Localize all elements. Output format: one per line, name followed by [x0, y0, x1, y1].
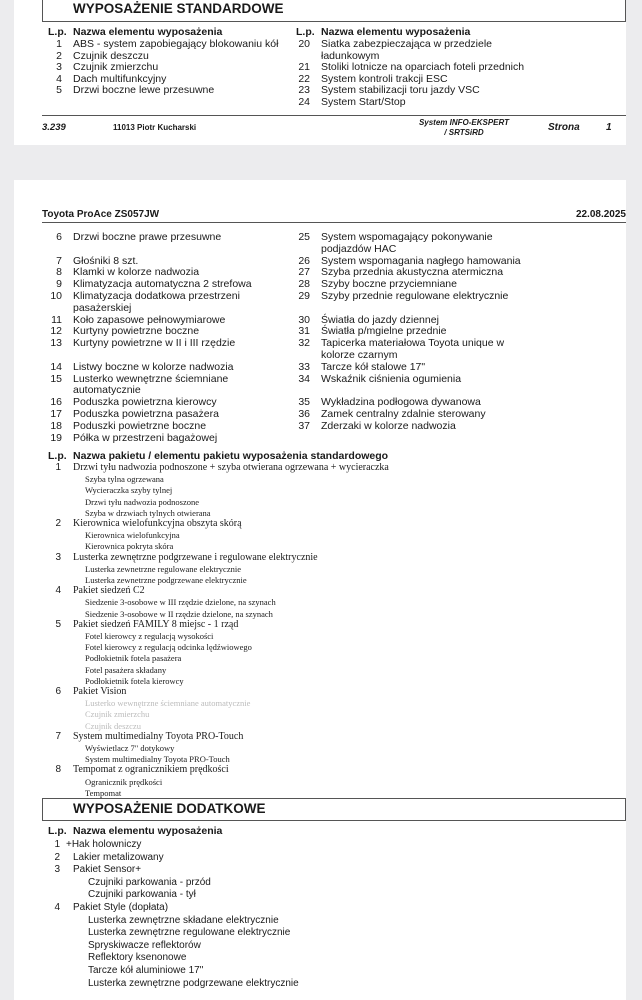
footer-page-number: 1	[606, 122, 612, 133]
header-divider	[42, 222, 626, 223]
item-name: Głośniki 8 szt.	[73, 254, 139, 267]
item-number: 32	[298, 337, 310, 350]
item-number: 19	[50, 431, 62, 444]
package-name: Lusterka zewnętrzne podgrzewane i regulowane elektrycznie	[73, 551, 318, 563]
item-name: Światła do jazdy dziennej	[321, 313, 439, 326]
item-number: 33	[298, 360, 310, 373]
package-element: Lusterka zewnętrzne podgrzewane elektrycznie	[88, 977, 299, 989]
item-number: 2	[54, 851, 60, 863]
item-name: System wspomagający pokonywanie	[321, 231, 493, 243]
item-number: 35	[298, 396, 310, 409]
item-name: Wskaźnik ciśnienia ogumienia	[321, 372, 462, 385]
package-element: Lusterka zewnętrzne regulowane elektrycznie	[88, 927, 291, 939]
column-package-name: Nazwa pakietu / elementu pakietu wyposażenia standardowego	[73, 450, 389, 462]
column-lp: L.p.	[48, 450, 67, 462]
package-element: Tarcze kół aluminiowe 17"	[88, 965, 204, 976]
item-number: 25	[298, 231, 310, 243]
item-name: Listwy boczne w kolorze nadwozia	[73, 360, 234, 373]
package-element: Tempomat	[85, 787, 122, 798]
vehicle-title: Toyota ProAce ZS057JW	[42, 209, 160, 220]
column-lp: L.p.	[48, 26, 67, 38]
package-name: Pakiet Vision	[73, 686, 127, 697]
item-number: 36	[298, 408, 310, 420]
item-name: Czujnik deszczu	[73, 49, 149, 62]
item-name: ABS - system zapobiegający blokowaniu kół	[73, 38, 279, 50]
package-name: Kierownica wielofunkcyjna obszyta skórą	[73, 518, 242, 529]
package-name: System multimedialny Toyota PRO-Touch	[73, 730, 244, 742]
column-name: Nazwa elementu wyposażenia	[321, 26, 471, 38]
item-name: Zderzaki w kolorze nadwozia	[321, 419, 456, 432]
package-element: Lusterko wewnętrzne ściemniane automatycznie	[85, 698, 251, 709]
item-name: Pakiet Style (dopłata)	[73, 902, 169, 913]
item-number: 21	[298, 61, 310, 74]
footer-system-sub: / SRTSiRD	[444, 128, 484, 137]
item-number: 2	[56, 49, 62, 62]
item-number: 13	[50, 337, 62, 350]
column-name: Nazwa elementu wyposażenia	[73, 26, 223, 38]
package-element: Lusterka zewnętrzne składane elektrycznie	[88, 914, 279, 926]
item-name: Drzwi boczne lewe przesuwne	[73, 84, 215, 97]
item-name: Kurtyny powietrzne boczne	[73, 325, 200, 338]
item-number: 37	[298, 419, 310, 432]
package-element: Wyświetlacz 7" dotykowy	[85, 743, 175, 753]
item-name: Zamek centralny zdalnie sterowany	[321, 408, 486, 420]
package-element: Czujniki parkowania - przód	[88, 876, 211, 888]
package-element: Kierownica wielofunkcyjna	[85, 530, 180, 541]
footer-system-name: System INFO-EKSPERT	[418, 118, 510, 127]
package-number: 1	[55, 462, 61, 473]
item-name: Tapicerka materiałowa Toyota unique w	[321, 337, 505, 350]
item-number: 28	[298, 278, 310, 291]
package-element: Siedzenie 3-osobowe w II rzędzie dzielone, na szynach	[85, 608, 273, 619]
item-number: 9	[56, 278, 62, 291]
item-number: 15	[50, 372, 62, 385]
item-name: Szyba przednia akustyczna atermiczna	[321, 266, 504, 279]
item-number: 26	[298, 254, 310, 267]
item-name: Wykładzina podłogowa dywanowa	[321, 396, 481, 409]
item-number: 22	[298, 72, 310, 85]
item-name: Czujnik zmierzchu	[73, 61, 159, 74]
item-name: Szyby przednie regulowane elektrycznie	[321, 290, 509, 302]
package-element: Reflektory ksenonowe	[88, 952, 187, 964]
footer-user: 11013 Piotr Kucharski	[113, 123, 197, 132]
item-name: Tarcze kół stalowe 17"	[321, 360, 426, 373]
item-name: System Start/Stop	[321, 96, 406, 108]
package-number: 2	[55, 518, 61, 529]
item-name: Światła p/mgielne przednie	[321, 325, 447, 338]
item-number: 23	[298, 84, 310, 97]
item-number: 12	[50, 325, 62, 338]
package-name: Pakiet siedzeń FAMILY 8 miejsc - 1 rząd	[73, 618, 239, 630]
item-name: Kurtyny powietrzne w II i III rzędzie	[73, 337, 236, 350]
package-element: System multimedialny Toyota PRO-Touch	[85, 754, 230, 765]
footer-system	[404, 118, 524, 138]
item-number: 8	[56, 266, 62, 279]
package-element: Szyba tylna ogrzewana	[85, 474, 164, 485]
footer-page-label: Strona	[548, 122, 580, 133]
item-name: ładunkowym	[321, 49, 380, 62]
item-number: 31	[298, 325, 310, 338]
item-number: 20	[298, 38, 310, 50]
package-number: 8	[55, 764, 61, 776]
section-title: WYPOSAŻENIE DODATKOWE	[73, 801, 266, 816]
item-name: +Hak holowniczy	[66, 839, 142, 850]
item-name: Pakiet Sensor+	[73, 864, 142, 876]
package-number: 5	[55, 618, 61, 630]
package-element: Fotel kierowcy z regulacją odcinka lędźwiowego	[85, 642, 252, 653]
package-element: Lusterka zewnetrzne podgrzewane elektrycznie	[85, 575, 247, 585]
column-lp: L.p.	[48, 825, 67, 837]
item-number: 18	[50, 419, 62, 432]
package-name: Pakiet siedzeń C2	[73, 585, 145, 597]
column-name: Nazwa elementu wyposażenia	[73, 825, 223, 837]
item-number: 3	[56, 61, 62, 74]
item-name: System kontroli trakcji ESC	[321, 72, 448, 85]
item-number: 27	[298, 266, 310, 279]
item-number: 14	[50, 360, 62, 373]
document-date: 22.08.2025	[575, 209, 626, 220]
item-name: automatycznie	[73, 384, 141, 397]
document-page-2	[14, 180, 626, 1000]
item-number: 17	[50, 408, 62, 420]
section-header-standard	[42, 0, 626, 22]
package-element: Fotel pasażera składany	[85, 664, 167, 675]
item-name: kolorze czarnym	[321, 348, 398, 361]
package-element: Szyba w drzwiach tylnych otwierana	[85, 507, 211, 518]
item-number: 30	[298, 313, 310, 326]
item-name: Poduszki powietrzne boczne	[73, 419, 207, 432]
package-element: Czujniki parkowania - tył	[88, 889, 196, 901]
package-element: Czujnik zmierzchu	[85, 709, 150, 720]
item-name: Klamki w kolorze nadwozia	[73, 266, 200, 279]
item-name: Dach multifunkcyjny	[73, 72, 167, 85]
item-number: 1	[54, 839, 60, 850]
package-element: Drzwi tyłu nadwozia podnoszone	[85, 496, 200, 507]
item-name: Koło zapasowe pełnowymiarowe	[73, 313, 226, 326]
item-name: Drzwi boczne prawe przesuwne	[73, 231, 222, 243]
package-element: Czujnik deszczu	[85, 720, 141, 731]
section-title: WYPOSAŻENIE STANDARDOWE	[73, 1, 284, 16]
item-number: 1	[56, 38, 62, 50]
item-number: 10	[50, 290, 62, 302]
package-element: Fotel kierowcy z regulacją wysokości	[85, 631, 214, 641]
item-name: System stabilizacji toru jazdy VSC	[321, 84, 480, 97]
item-number: 34	[298, 372, 310, 385]
package-element: Podłokietnik fotela kierowcy	[85, 675, 184, 686]
package-element: Lusterka zewnetrzne regulowane elektrycznie	[85, 563, 241, 574]
item-number: 16	[50, 396, 62, 409]
package-number: 6	[55, 686, 61, 697]
package-number: 4	[55, 585, 61, 597]
section-header-extra	[42, 798, 626, 821]
item-number: 3	[54, 864, 60, 876]
item-number: 4	[54, 902, 60, 913]
item-name: Klimatyzacja dodatkowa przestrzeni	[73, 290, 240, 302]
package-element: Wycieraczka szyby tylnej	[85, 485, 173, 496]
item-name: Lusterko wewnętrzne ściemniane	[73, 372, 229, 385]
package-element: Podłokietnik fotela pasażera	[85, 653, 182, 664]
item-name: System wspomagania nagłego hamowania	[321, 254, 521, 267]
package-element: Ogranicznik prędkości	[85, 776, 163, 787]
item-name: Klimatyzacja automatyczna 2 strefowa	[73, 278, 252, 291]
item-number: 6	[56, 231, 62, 243]
column-lp: L.p.	[296, 26, 315, 38]
package-number: 7	[55, 730, 61, 742]
package-element: Spryskiwacze reflektorów	[88, 939, 201, 951]
item-name: Siatka zabezpieczająca w przedziele	[321, 38, 493, 50]
item-name: Poduszka powietrzna kierowcy	[73, 396, 217, 409]
item-number: 29	[298, 290, 310, 302]
package-number: 3	[55, 551, 61, 563]
package-name: Drzwi tyłu nadwozia podnoszone + szyba otwierana ogrzewana + wycieraczka	[73, 462, 389, 473]
footer-version: 3.239	[42, 122, 66, 133]
item-number: 24	[298, 96, 310, 108]
item-name: Półka w przestrzeni bagażowej	[73, 431, 218, 444]
package-name: Tempomat z ogranicznikiem prędkości	[73, 764, 229, 776]
footer-divider	[42, 115, 626, 116]
item-number: 5	[56, 84, 62, 97]
item-name: pasażerskiej	[73, 301, 132, 314]
item-name: Poduszka powietrzna pasażera	[73, 408, 219, 420]
item-name: Szyby boczne przyciemniane	[321, 278, 457, 291]
item-number: 7	[56, 254, 62, 267]
package-element: Kierownica pokryta skóra	[85, 541, 174, 552]
item-number: 4	[56, 72, 62, 85]
document-page-1	[14, 0, 626, 145]
item-name: Stoliki lotnicze na oparciach foteli przednich	[321, 61, 525, 74]
item-number: 11	[51, 313, 62, 326]
item-name: Lakier metalizowany	[73, 851, 164, 863]
package-element: Siedzenie 3-osobowe w III rzędzie dzielone, na szynach	[85, 597, 276, 608]
item-name: podjazdów HAC	[321, 242, 397, 255]
